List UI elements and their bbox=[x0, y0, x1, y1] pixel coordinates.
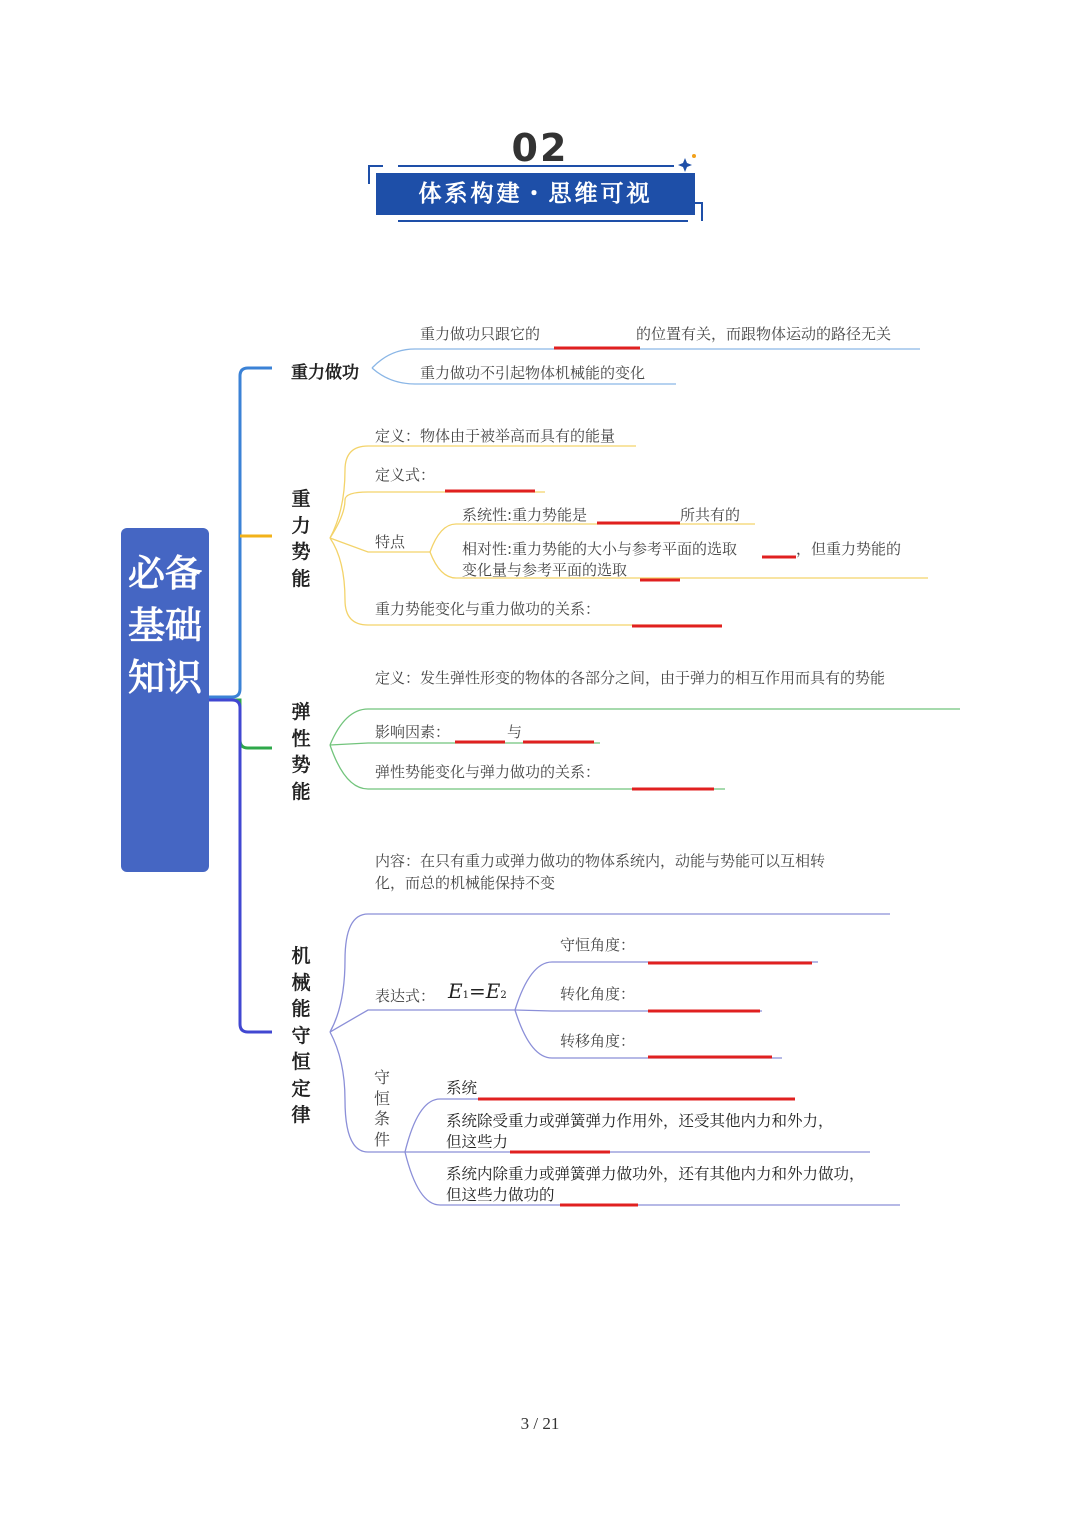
gravity-pe-formula-label: 定义式： bbox=[375, 466, 436, 484]
conservation-content-line2: 化，而总的机械能保持不变 bbox=[375, 874, 556, 892]
elastic-pe-factors-and: 与 bbox=[507, 723, 523, 741]
conservation-condition-3-line2: 但这些力做功的 bbox=[446, 1186, 555, 1204]
gravity-pe-relative-line1-after: ，但重力势能的 bbox=[796, 540, 902, 558]
conservation-content-line1: 内容：在只有重力或弹力做功的物体系统内，动能与势能可以互相转 bbox=[375, 852, 826, 870]
branch-conservation: 机械能守恒定律 bbox=[291, 945, 311, 1126]
branch-gravity-work: 重力做功 bbox=[291, 363, 359, 383]
elastic-pe-relation: 弹性势能变化与弹力做功的关系： bbox=[375, 763, 601, 781]
conservation-condition-1: 系统 bbox=[446, 1079, 478, 1097]
gravity-pe-system-before: 系统性:重力势能是 bbox=[462, 506, 588, 524]
gravity-pe-system-after: 所共有的 bbox=[680, 506, 741, 524]
conservation-condition-label: 守恒条件 bbox=[373, 1068, 390, 1149]
root-node-label: 必备基础知识 bbox=[128, 552, 202, 699]
gravity-pe-relative-line2: 变化量与参考平面的选取 bbox=[462, 561, 628, 579]
gravity-pe-relation: 重力势能变化与重力做功的关系： bbox=[375, 600, 601, 618]
gravity-work-item-1-after: 的位置有关，而跟物体运动的路径无关 bbox=[636, 325, 892, 343]
elastic-pe-factors-label: 影响因素： bbox=[375, 723, 451, 741]
branch-elastic-pe: 弹性势能 bbox=[291, 701, 311, 803]
section-number: 02 bbox=[511, 126, 569, 170]
gravity-work-item-2: 重力做功不引起物体机械能的变化 bbox=[420, 364, 646, 382]
section-title-banner: 体系构建・思维可视 bbox=[376, 173, 695, 215]
branch-gravity-pe: 重力势能 bbox=[291, 488, 311, 590]
conservation-angle-conserve: 守恒角度： bbox=[560, 936, 636, 954]
conservation-angle-transform: 转化角度： bbox=[560, 985, 636, 1003]
conservation-condition-2-line1: 系统除受重力或弹簧弹力作用外，还受其他内力和外力， bbox=[446, 1112, 834, 1130]
conservation-condition-2-line2: 但这些力 bbox=[446, 1133, 509, 1151]
conservation-expression-formula: E1=E2 bbox=[448, 979, 507, 1003]
gravity-work-item-1-before: 重力做功只跟它的 bbox=[420, 325, 541, 343]
elastic-pe-definition: 定义：发生弹性形变的物体的各部分之间，由于弹力的相互作用而具有的势能 bbox=[375, 669, 886, 687]
gravity-pe-features-label: 特点 bbox=[375, 533, 406, 551]
gravity-pe-definition: 定义：物体由于被举高而具有的能量 bbox=[375, 427, 616, 445]
conservation-expression-label: 表达式： bbox=[375, 987, 436, 1005]
page-number: 3 / 21 bbox=[520, 1414, 560, 1433]
conservation-angle-transfer: 转移角度： bbox=[560, 1032, 636, 1050]
gravity-pe-relative-line1: 相对性:重力势能的大小与参考平面的选取 bbox=[462, 540, 738, 558]
conservation-condition-3-line1: 系统内除重力或弹簧弹力做功外，还有其他内力和外力做功， bbox=[446, 1165, 865, 1183]
